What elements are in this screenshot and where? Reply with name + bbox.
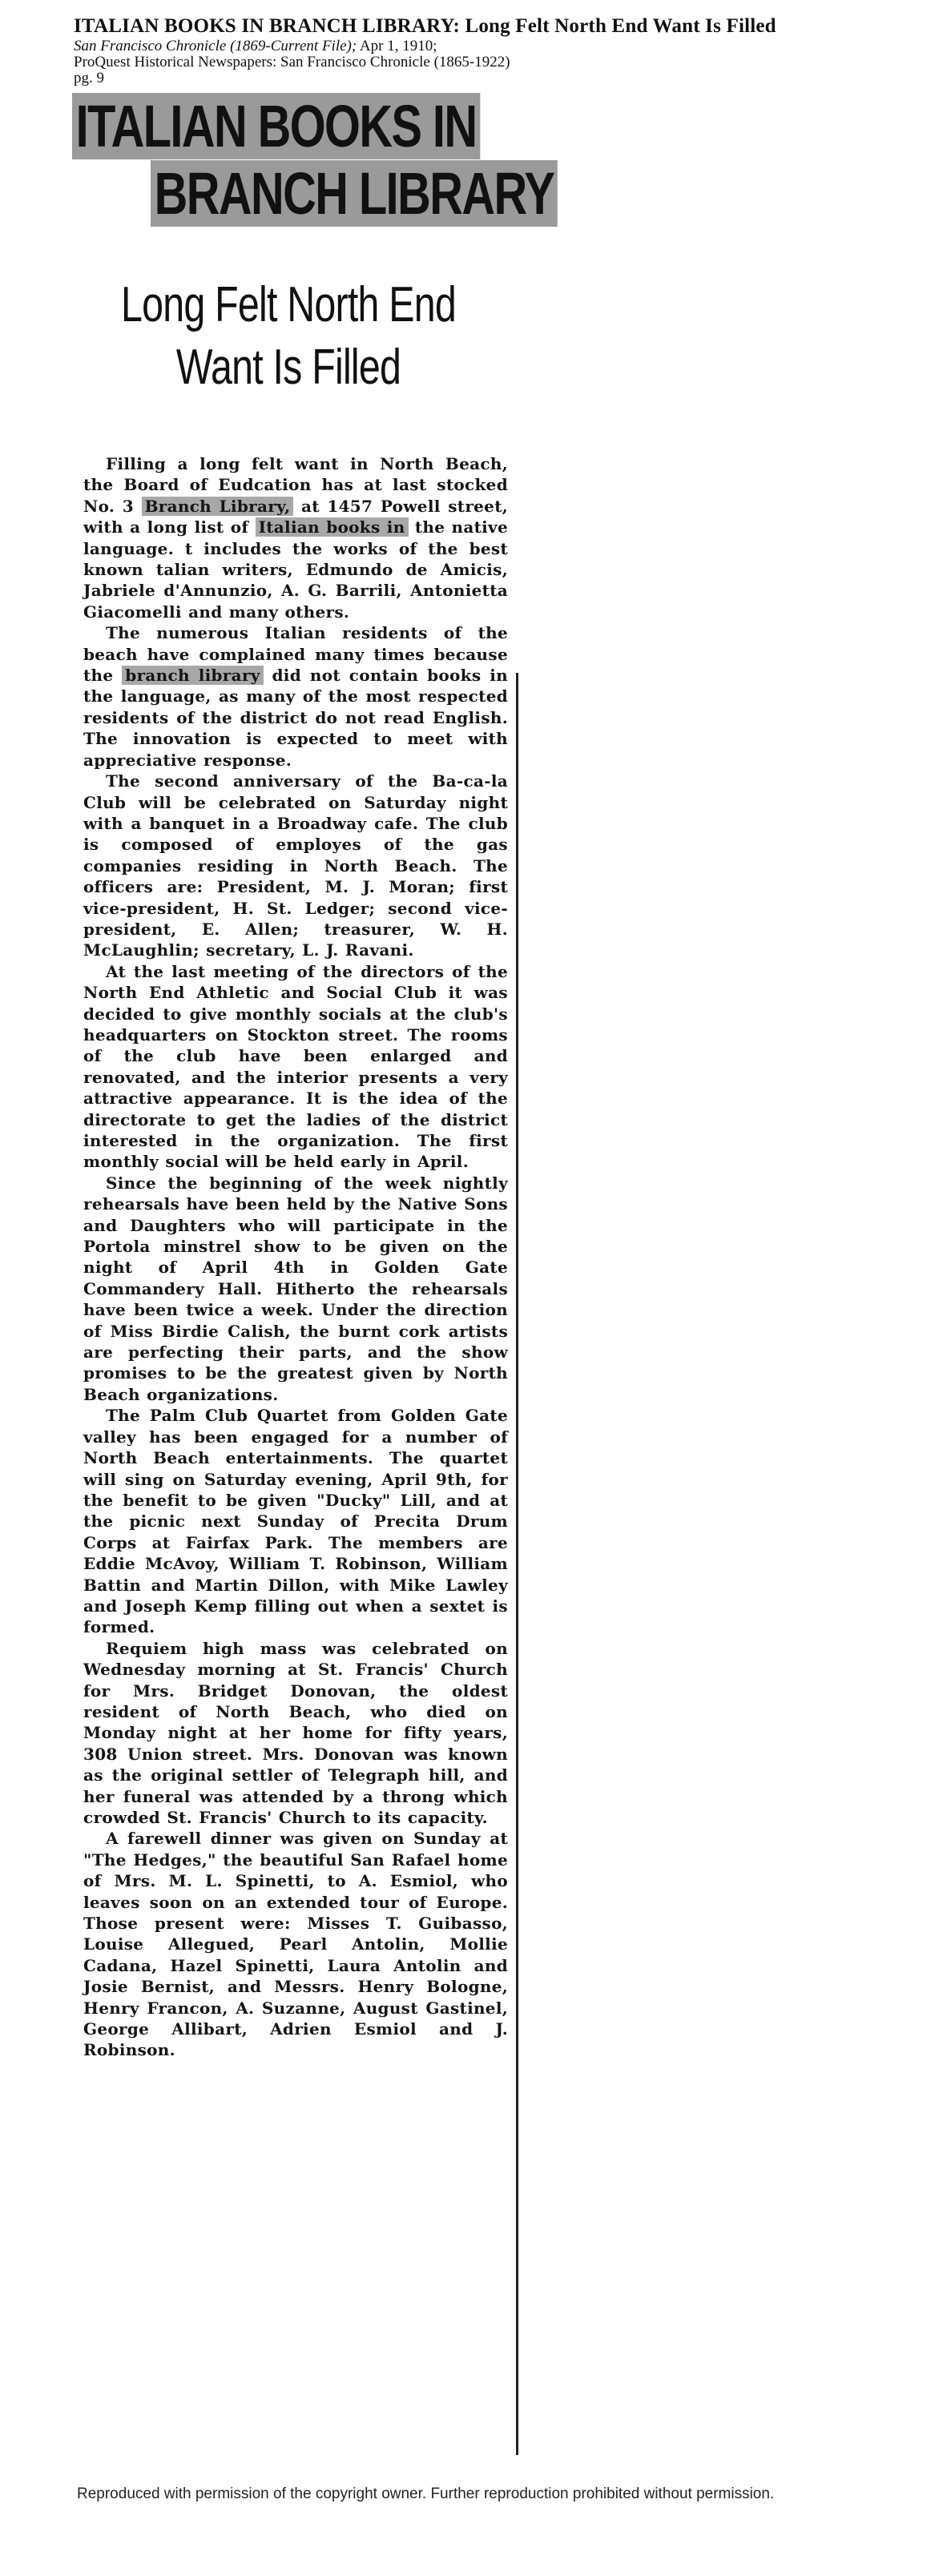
subheadline-line-2: Want Is Filled (175, 340, 401, 395)
paragraph-1 (83, 453, 508, 622)
citation-header (74, 14, 875, 87)
p1-text-a: Filling a long felt want in North Beach, the Board of Eudcation has at last stocked No. 3 (83, 454, 508, 516)
p2-text-a: The numerous Italian residents of the beach have complained many times because the (83, 623, 508, 686)
paragraph-4: At the last meeting of the directors of the North End Athletic and Social Club it was decided to give monthly socials at the club's headquarters on Stockton street. The rooms of the club have been enlarged and renovated, and the interior presents a very attractive appearance. It is the idea of the directorate to get the ladies of the district interested in the organization. The first monthly social will be held early in April. (83, 961, 508, 1172)
highlight-branch-library: Branch Library, (142, 497, 294, 516)
headline (72, 93, 554, 227)
paragraph-2 (83, 622, 508, 771)
headline-line-1 (72, 93, 477, 160)
subheadline (72, 274, 505, 399)
citation-source: San Francisco Chronicle (1869-Current File); (74, 38, 357, 54)
column-rule (516, 673, 518, 2455)
paragraph-6: The Palm Club Quartet from Golden Gate valley has been engaged for a number of North Beach entertainments. The quartet will sing on Saturday evening, April 9th, for the benefit to be given "Ducky" Lill, and at the picnic next Sunday of Precita Drum Corps at Fairfax Park. The members are Eddie McAvoy, William T. Robinson, William Battin and Martin Dillon, with Mike Lawley and Joseph Kemp filling out when a sextet is formed. (83, 1406, 508, 1637)
paragraph-3: The second anniversary of the Ba-ca-la Club will be celebrated on Saturday night with a banquet in a Broadway cafe. The club is composed of employes of the gas companies residing in North Beach. The officers are: President, M. J. Moran; first vice-president, H. St. Ledger; second vice-president, E. Allen; treasurer, W. H. McLaughlin; secretary, L. J. Ravani. (83, 771, 508, 960)
p1-text-c: the native language. t includes the works of the best known talian writers, Edmundo de Amicis, Jabriele d'Annunzio, A. G. Barrili, Antonietta Giacomelli and many others. (83, 517, 508, 622)
p1-text-b: at 1457 Powell street, with a long list of (83, 496, 509, 537)
highlight-branch-library-2: branch library (122, 666, 263, 685)
citation-date: Apr 1, 1910; (359, 38, 437, 54)
citation-database: ProQuest Historical Newspapers: San Francisco Chronicle (1865-1922) (74, 54, 510, 70)
paragraph-5: Since the beginning of the week nightly rehearsals have been held by the Native Sons and Daughters who will participate in the Portola minstrel show to be given on the night of April 4th in Golden Gate Commandery Hall. Hitherto the rehearsals have been twice a week. Under the direction of Miss Birdie Calish, the burnt cork artists are perfecting their parts, and the show promises to be the greatest given by North Beach organizations. (83, 1173, 508, 1404)
headline-line-1-text: ITALIAN BOOKS IN (72, 93, 480, 159)
paragraph-7: Requiem high mass was celebrated on Wednesday morning at St. Francis' Church for Mrs. Bridget Donovan, the oldest resident of North Beach, who died on Monday night at her home for fifty years, 308 Union street. Mrs. Donovan was known as the original settler of Telegraph hill, and her funeral was attended by a throng which crowded St. Francis' Church to its capacity. (83, 1638, 508, 1827)
citation-source-line (74, 38, 875, 54)
copyright-notice: Reproduced with permission of the copyright owner. Further reproduction prohibited without permission. (77, 2485, 775, 2502)
headline-line-2-text: BRANCH LIBRARY (151, 160, 558, 227)
article-citation-title: ITALIAN BOOKS IN BRANCH LIBRARY: Long Felt North End Want Is Filled (74, 15, 776, 37)
p2-text-b: did not contain books in the language, as many of the most respected residents of the district do not read English. The innovation is expected to meet with appreciative response. (83, 666, 508, 770)
newspaper-article (72, 93, 554, 399)
citation-page: pg. 9 (74, 70, 104, 87)
headline-line-2 (151, 160, 554, 227)
subheadline-line-1: Long Felt North End (120, 277, 456, 332)
article-body (83, 453, 508, 2061)
paragraph-8: A farewell dinner was given on Sunday at "The Hedges," the beautiful San Rafael home of Mrs. M. L. Spinetti, to A. Esmiol, who leaves soon on an extended tour of Europe. Those present were: Misses T. Guibasso, Louise Allegued, Pearl Antolin, Mollie Cadana, Hazel Spinetti, Laura Antolin and Josie Bernist, and Messrs. Henry Bologne, Henry Francon, A. Suzanne, August Gastinel, George Allibart, Adrien Esmiol and J. Robinson. (83, 1829, 508, 2060)
highlight-italian-books: Italian books in (256, 517, 409, 537)
